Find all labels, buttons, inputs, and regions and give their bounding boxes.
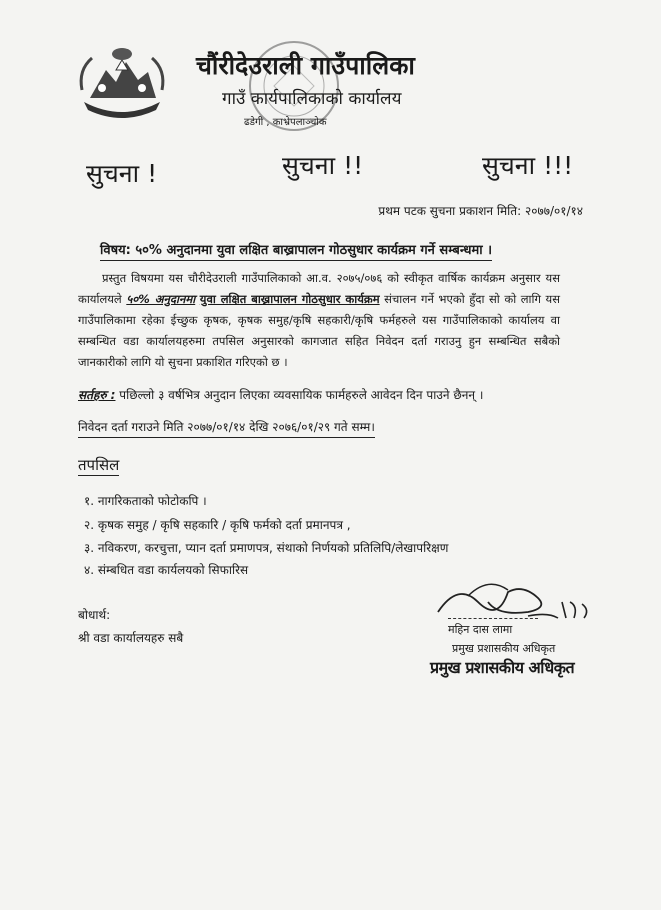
org-name: चौंरीदेउराली गाउँपालिका <box>196 51 415 80</box>
nepal-emblem-icon <box>76 40 168 118</box>
conditions-label: सर्तहरु : <box>78 388 116 402</box>
document-item-4: ४. संम्बधित वडा कार्यलयको सिफारिस <box>84 563 249 577</box>
office-name: गाउँ कार्यपालिकाको कार्यालय <box>222 89 402 109</box>
publish-date: प्रथम पटक सुचना प्रकाशन मिति: २०७७/०१/१४ <box>378 204 583 218</box>
tapasil-heading: तपसिल <box>78 456 120 474</box>
notice-word-1: सुचना ! <box>86 159 158 188</box>
document-item-3: ३. नविकरण, करचुत्ता, प्यान दर्ता प्रमाणपत्र, संथाको निर्णयको प्रतिलिपि/लेखापरिक्षण <box>84 541 449 555</box>
signatory-stamp-title: प्रमुख प्रशासकीय अधिकृत <box>430 658 575 677</box>
subject-line: विषय: ५०% अनुदानमा युवा लक्षित बाख्रापालन गोठसुधार कार्यक्रम गर्ने सम्बन्धमा । <box>100 240 492 261</box>
body-text-part1: प्रस्तुत विषयमा यस चौरीदेउराली गाउँपालिकाको आ.व. २०७५/०७६ को स्वीकृत वार्षिक कार्यक्रम अनुसार यस कार्यालयले <box>78 271 560 306</box>
conditions-text: पछिल्लो ३ वर्षभित्र अनुदान लिएका व्यवसायिक फार्महरुले आवेदन दिन पाउने छैनन् । <box>115 388 484 402</box>
office-address: ढडेगी , काभ्रेपलाञ्चोक <box>244 117 327 128</box>
document-item-1: १. नागरिकताको फोटोकपि । <box>84 494 207 508</box>
cc-value: श्री वडा कार्यालयहरु सबै <box>78 631 184 645</box>
document-item-2: २. कृषक समुह / कृषि सहकारि / कृषि फर्मको दर्ता प्रमानपत्र , <box>84 518 351 532</box>
body-paragraph <box>78 268 560 373</box>
signatory-title: प्रमुख प्रशासकीय अधिकृत <box>452 642 556 655</box>
signature-line <box>448 618 538 619</box>
cc-label: बोधार्थ: <box>78 608 111 622</box>
conditions-line <box>78 386 483 403</box>
notice-word-2: सुचना !! <box>282 151 364 180</box>
notice-word-3: सुचना !!! <box>482 151 574 180</box>
signatory-name: महिन दास लामा <box>448 623 513 636</box>
body-text-part2: संचालन गर्ने भएको हुँदा सो को लागि यस गाउँपालिकामा रहेका ईच्छुक कृषक, कृषक समुह/कृषि सहकारी/कृषि फर्महरुले यस गाउँपालिकाको कार्यालय वा सम्बन्धित वडा कार्यालयहरुमा तपसिल अनुसारको कागजात सहित निवेदन दर्ता गराउनु हुन सम्बन्धित सबैको जानकारीको लागि यो सुचना प्रकाशित गरिएको छ । <box>78 292 560 369</box>
body-highlight-program: युवा लक्षित बाख्रापालन गोठसुधार कार्यक्रम <box>199 292 380 306</box>
body-highlight-subsidy: ५०% अनुदानमा <box>126 292 196 306</box>
deadline-line: निवेदन दर्ता गराउने मिति २०७७/०१/१४ देखि २०७६/०१/२९ गते सम्म। <box>78 418 375 438</box>
